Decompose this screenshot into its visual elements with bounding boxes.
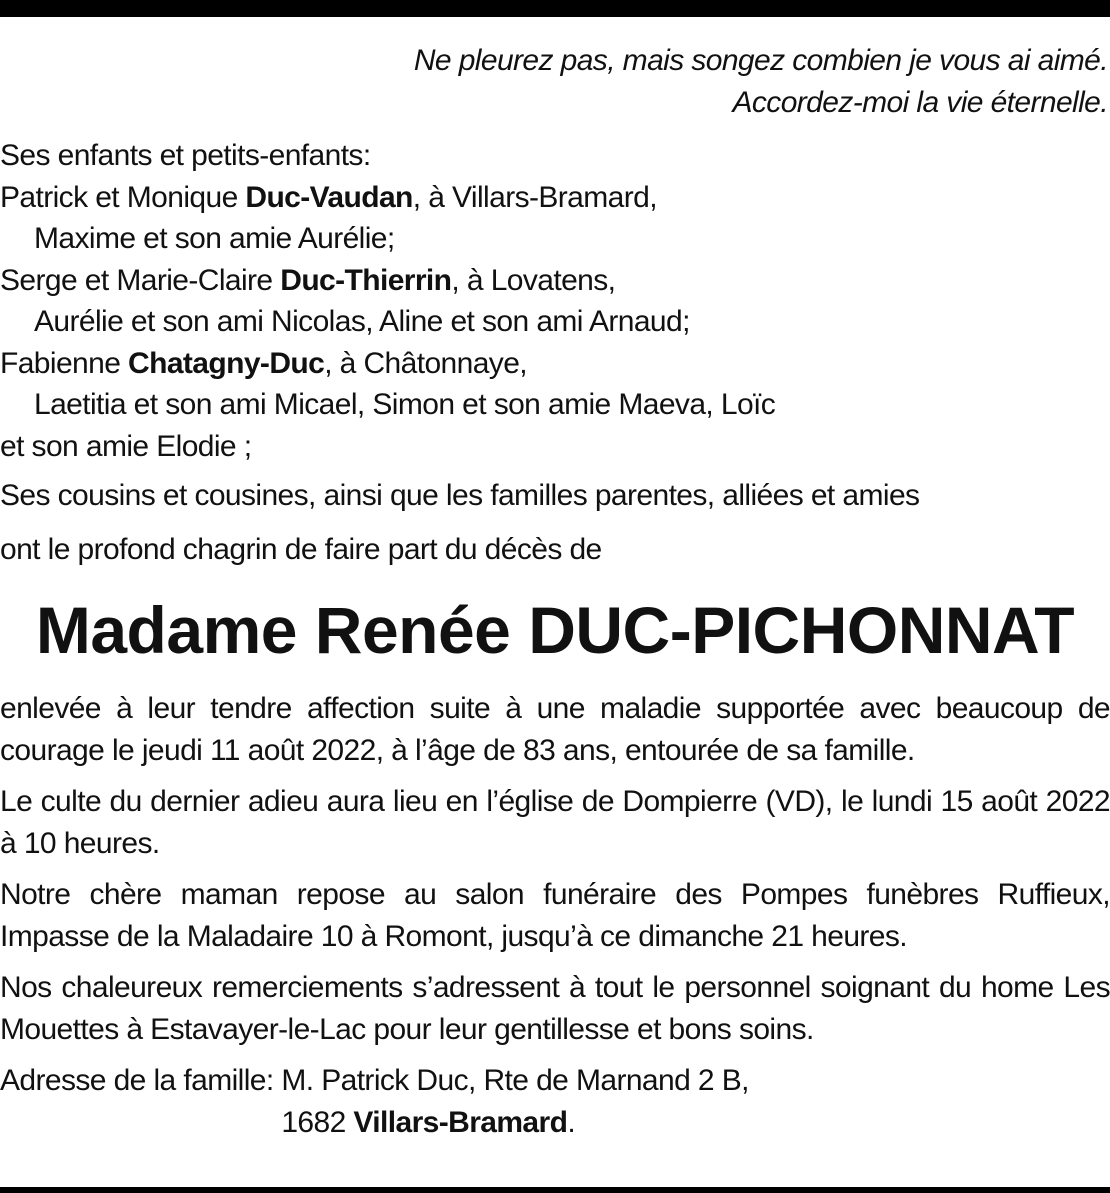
top-rule bbox=[0, 0, 1110, 17]
family-address bbox=[0, 1060, 1110, 1143]
deceased-name: Madame Renée DUC-PICHONNAT bbox=[35, 593, 1075, 667]
address-end: . bbox=[567, 1105, 576, 1139]
branch-1-children: Maxime et son amie Aurélie; bbox=[34, 222, 395, 255]
paragraph-illness: enlevée à leur tendre affection suite à une maladie supportée avec beaucoup de courage le jeudi 11 août 2022, à l’âge de 83 ans, entourée de sa famille. bbox=[0, 692, 1110, 767]
branch-1-post: , à Villars-Bramard, bbox=[412, 180, 657, 214]
announce-line: ont le profond chagrin de faire part du décès de bbox=[0, 532, 602, 566]
address-line-2 bbox=[281, 1102, 749, 1144]
branch-1-pre: Patrick et Monique bbox=[0, 180, 246, 214]
motto-line-2: Accordez-moi la vie éternelle. bbox=[732, 85, 1108, 119]
motto-line-1: Ne pleurez pas, mais songez combien je vous ai aimé. bbox=[413, 44, 1108, 77]
address-line-1: M. Patrick Duc, Rte de Marnand 2 B, bbox=[281, 1064, 749, 1097]
branch-3-surname: Chatagny-Duc bbox=[128, 346, 325, 380]
family-list bbox=[0, 135, 1110, 467]
family-branch-1 bbox=[0, 177, 1110, 219]
paragraph-thanks: Nos chaleureux remerciements s’adressent à tout le personnel soignant du home Les Mouettes à Estavayer-le-Lac pour leur gentillesse et bons soins. bbox=[0, 971, 1110, 1046]
branch-2-children: Aurélie et son ami Nicolas, Aline et son ami Arnaud; bbox=[34, 305, 690, 338]
paragraph-service: Le culte du dernier adieu aura lieu en l’église de Dompierre (VD), le lundi 15 août 2022 à 10 heures. bbox=[0, 785, 1110, 860]
family-branch-3 bbox=[0, 343, 1110, 385]
branch-3-post: , à Châtonnaye, bbox=[324, 346, 528, 380]
branch-1-surname: Duc-Vaudan bbox=[245, 180, 413, 214]
branch-3-children-1: Laetitia et son ami Micael, Simon et son amie Maeva, Loïc bbox=[34, 388, 776, 421]
relatives-line: Ses cousins et cousines, ainsi que les familles parentes, alliées et amies bbox=[0, 479, 920, 512]
branch-2-surname: Duc-Thierrin bbox=[280, 263, 452, 297]
address-town: Villars-Bramard bbox=[353, 1105, 568, 1139]
family-intro: Ses enfants et petits-enfants: bbox=[0, 139, 371, 172]
branch-2-pre: Serge et Marie-Claire bbox=[0, 263, 281, 297]
address-lines bbox=[281, 1060, 749, 1143]
paragraph-visitation: Notre chère maman repose au salon funéraire des Pompes funèbres Ruffieux, Impasse de la Maladaire 10 à Romont, jusqu’à ce dimanche 21 heures. bbox=[0, 878, 1110, 953]
motto bbox=[0, 40, 1110, 123]
address-label: Adresse de la famille: bbox=[0, 1064, 282, 1097]
address-postcode: 1682 bbox=[281, 1105, 354, 1139]
branch-3-pre: Fabienne bbox=[0, 346, 129, 380]
bottom-rule bbox=[0, 1187, 1110, 1193]
branch-3-children-2: et son amie Elodie ; bbox=[0, 429, 252, 463]
branch-2-post: , à Lovatens, bbox=[451, 263, 616, 297]
obituary bbox=[0, 40, 1110, 1143]
family-branch-2 bbox=[0, 260, 1110, 302]
